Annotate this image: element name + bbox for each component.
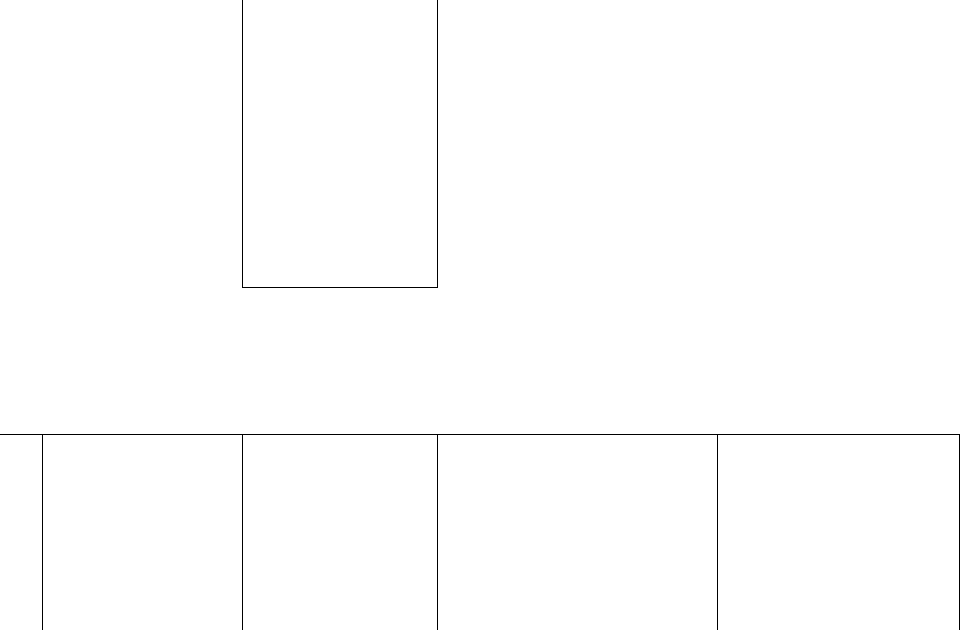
table-border-top xyxy=(0,434,960,435)
table-col-sep-2 xyxy=(242,434,243,630)
table-col-sep-4 xyxy=(717,434,718,630)
table-col-sep-1 xyxy=(42,434,43,630)
top-table-border-left xyxy=(242,0,243,287)
top-table-border-mid xyxy=(437,0,438,287)
table-col-sep-3 xyxy=(437,434,438,630)
top-table-border-bottom xyxy=(242,287,438,288)
